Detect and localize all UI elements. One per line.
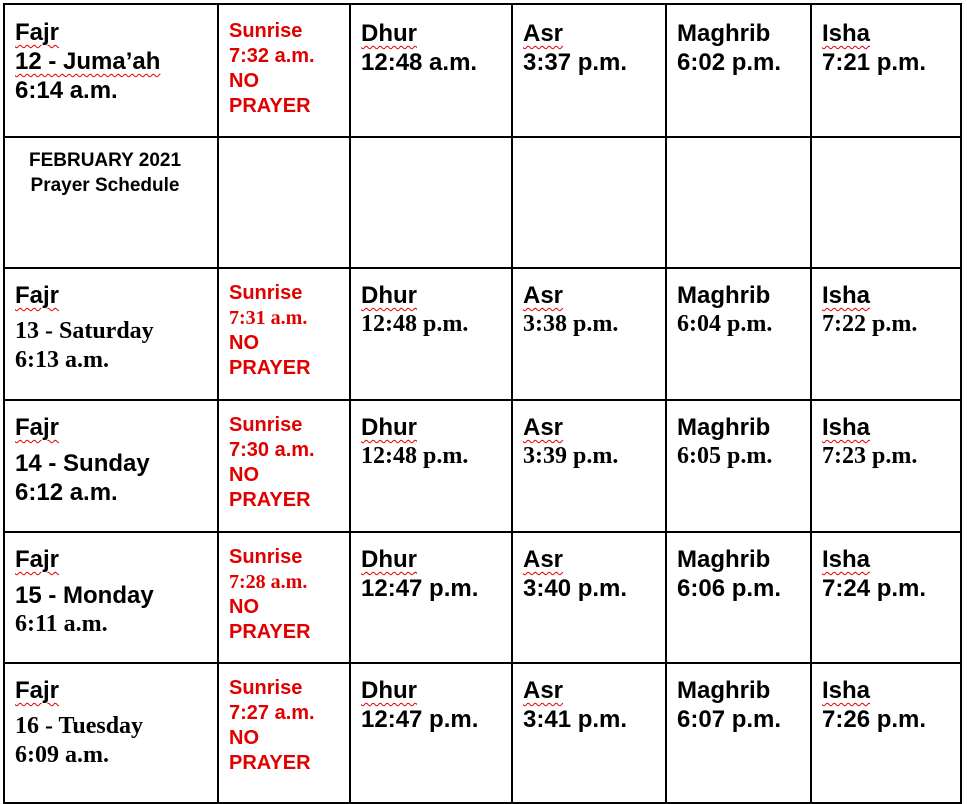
sunrise-time: 7:31 a.m. (229, 307, 308, 329)
maghrib-cell (666, 268, 811, 400)
prayer-label: PRAYER (229, 357, 311, 379)
asr-label: Asr (523, 677, 564, 704)
isha-label: Isha (822, 20, 871, 47)
title-cell (4, 137, 218, 268)
fajr-time: 6:13 a.m. (15, 347, 109, 373)
fajr-cell (4, 400, 218, 532)
fajr-cell (4, 663, 218, 803)
dhur-label: Dhur (361, 677, 417, 704)
title-row (4, 137, 961, 268)
sunrise-time: 7:30 a.m. (229, 439, 315, 461)
fajr-cell (4, 4, 218, 137)
dhur-time: 12:48 a.m. (361, 49, 478, 76)
prayer-label: PRAYER (229, 621, 311, 643)
empty-cell (512, 137, 666, 268)
maghrib-time: 6:06 p.m. (677, 575, 782, 602)
maghrib-time: 6:07 p.m. (677, 706, 782, 733)
day-row-13 (4, 268, 961, 400)
dhur-label: Dhur (361, 282, 417, 309)
fajr-time: 6:14 a.m. (15, 77, 118, 104)
asr-time: 3:41 p.m. (523, 706, 628, 733)
maghrib-label: Maghrib (677, 282, 771, 309)
no-label: NO (229, 332, 259, 354)
sunrise-cell (218, 663, 350, 803)
asr-label: Asr (523, 282, 564, 309)
maghrib-label: Maghrib (677, 20, 771, 47)
dhur-time: 12:48 p.m. (361, 311, 469, 337)
isha-cell (811, 268, 961, 400)
sunrise-cell (218, 400, 350, 532)
asr-cell (512, 532, 666, 663)
asr-time: 3:38 p.m. (523, 311, 619, 337)
sunrise-label: Sunrise (229, 20, 303, 42)
sunrise-label: Sunrise (229, 546, 303, 568)
sunrise-time: 7:28 a.m. (229, 571, 308, 593)
dhur-label: Dhur (361, 414, 417, 441)
maghrib-time: 6:05 p.m. (677, 443, 773, 469)
dhur-label: Dhur (361, 20, 417, 47)
dhur-cell (350, 268, 512, 400)
isha-time: 7:21 p.m. (822, 49, 927, 76)
fajr-label: Fajr (15, 414, 60, 441)
asr-label: Asr (523, 20, 564, 47)
dhur-cell (350, 532, 512, 663)
no-label: NO (229, 70, 259, 92)
day-name: 15 - Monday (15, 582, 154, 609)
no-label: NO (229, 464, 259, 486)
dhur-time: 12:47 p.m. (361, 706, 479, 733)
empty-cell (218, 137, 350, 268)
day-name: 16 - Tuesday (15, 713, 144, 739)
dhur-label: Dhur (361, 546, 417, 573)
sunrise-label: Sunrise (229, 414, 303, 436)
dhur-cell (350, 400, 512, 532)
prayer-label: PRAYER (229, 489, 311, 511)
isha-time: 7:23 p.m. (822, 443, 918, 469)
sunrise-time: 7:32 a.m. (229, 45, 315, 67)
asr-time: 3:37 p.m. (523, 49, 628, 76)
sunrise-cell (218, 268, 350, 400)
isha-label: Isha (822, 282, 871, 309)
schedule-title: Prayer Schedule (30, 175, 180, 196)
dhur-time: 12:47 p.m. (361, 575, 479, 602)
dhur-cell (350, 4, 512, 137)
fajr-time: 6:11 a.m. (15, 611, 108, 637)
day-name: 12 - Juma’ah (15, 48, 161, 75)
isha-label: Isha (822, 546, 871, 573)
empty-cell (811, 137, 961, 268)
no-label: NO (229, 596, 259, 618)
sunrise-label: Sunrise (229, 282, 303, 304)
isha-label: Isha (822, 414, 871, 441)
sunrise-cell (218, 4, 350, 137)
prayer-label: PRAYER (229, 95, 311, 117)
fajr-label: Fajr (15, 677, 60, 704)
asr-time: 3:40 p.m. (523, 575, 628, 602)
isha-cell (811, 532, 961, 663)
day-row-14 (4, 400, 961, 532)
asr-label: Asr (523, 546, 564, 573)
maghrib-label: Maghrib (677, 414, 771, 441)
asr-cell (512, 268, 666, 400)
isha-cell (811, 4, 961, 137)
dhur-cell (350, 663, 512, 803)
maghrib-cell (666, 400, 811, 532)
sunrise-label: Sunrise (229, 677, 303, 699)
fajr-time: 6:09 a.m. (15, 742, 109, 768)
isha-time: 7:26 p.m. (822, 706, 927, 733)
schedule-month: FEBRUARY 2021 (28, 150, 182, 171)
maghrib-cell (666, 532, 811, 663)
empty-cell (666, 137, 811, 268)
sunrise-time: 7:27 a.m. (229, 702, 315, 724)
sunrise-cell (218, 532, 350, 663)
maghrib-label: Maghrib (677, 677, 771, 704)
fajr-time: 6:12 a.m. (15, 479, 118, 506)
fajr-label: Fajr (15, 282, 60, 309)
isha-cell (811, 400, 961, 532)
maghrib-label: Maghrib (677, 546, 771, 573)
fajr-cell (4, 268, 218, 400)
asr-time: 3:39 p.m. (523, 443, 619, 469)
maghrib-time: 6:02 p.m. (677, 49, 782, 76)
fajr-label: Fajr (15, 19, 60, 46)
asr-cell (512, 4, 666, 137)
day-name: 13 - Saturday (15, 318, 154, 344)
day-name: 14 - Sunday (15, 450, 150, 477)
day-row-12 (4, 4, 961, 137)
maghrib-time: 6:04 p.m. (677, 311, 773, 337)
prayer-schedule-table (3, 3, 962, 804)
prayer-label: PRAYER (229, 752, 311, 774)
maghrib-cell (666, 663, 811, 803)
isha-cell (811, 663, 961, 803)
isha-time: 7:24 p.m. (822, 575, 927, 602)
no-label: NO (229, 727, 259, 749)
asr-cell (512, 663, 666, 803)
isha-label: Isha (822, 677, 871, 704)
asr-cell (512, 400, 666, 532)
day-row-16 (4, 663, 961, 803)
dhur-time: 12:48 p.m. (361, 443, 469, 469)
day-row-15 (4, 532, 961, 663)
isha-time: 7:22 p.m. (822, 311, 918, 337)
fajr-cell (4, 532, 218, 663)
asr-label: Asr (523, 414, 564, 441)
empty-cell (350, 137, 512, 268)
maghrib-cell (666, 4, 811, 137)
fajr-label: Fajr (15, 546, 60, 573)
